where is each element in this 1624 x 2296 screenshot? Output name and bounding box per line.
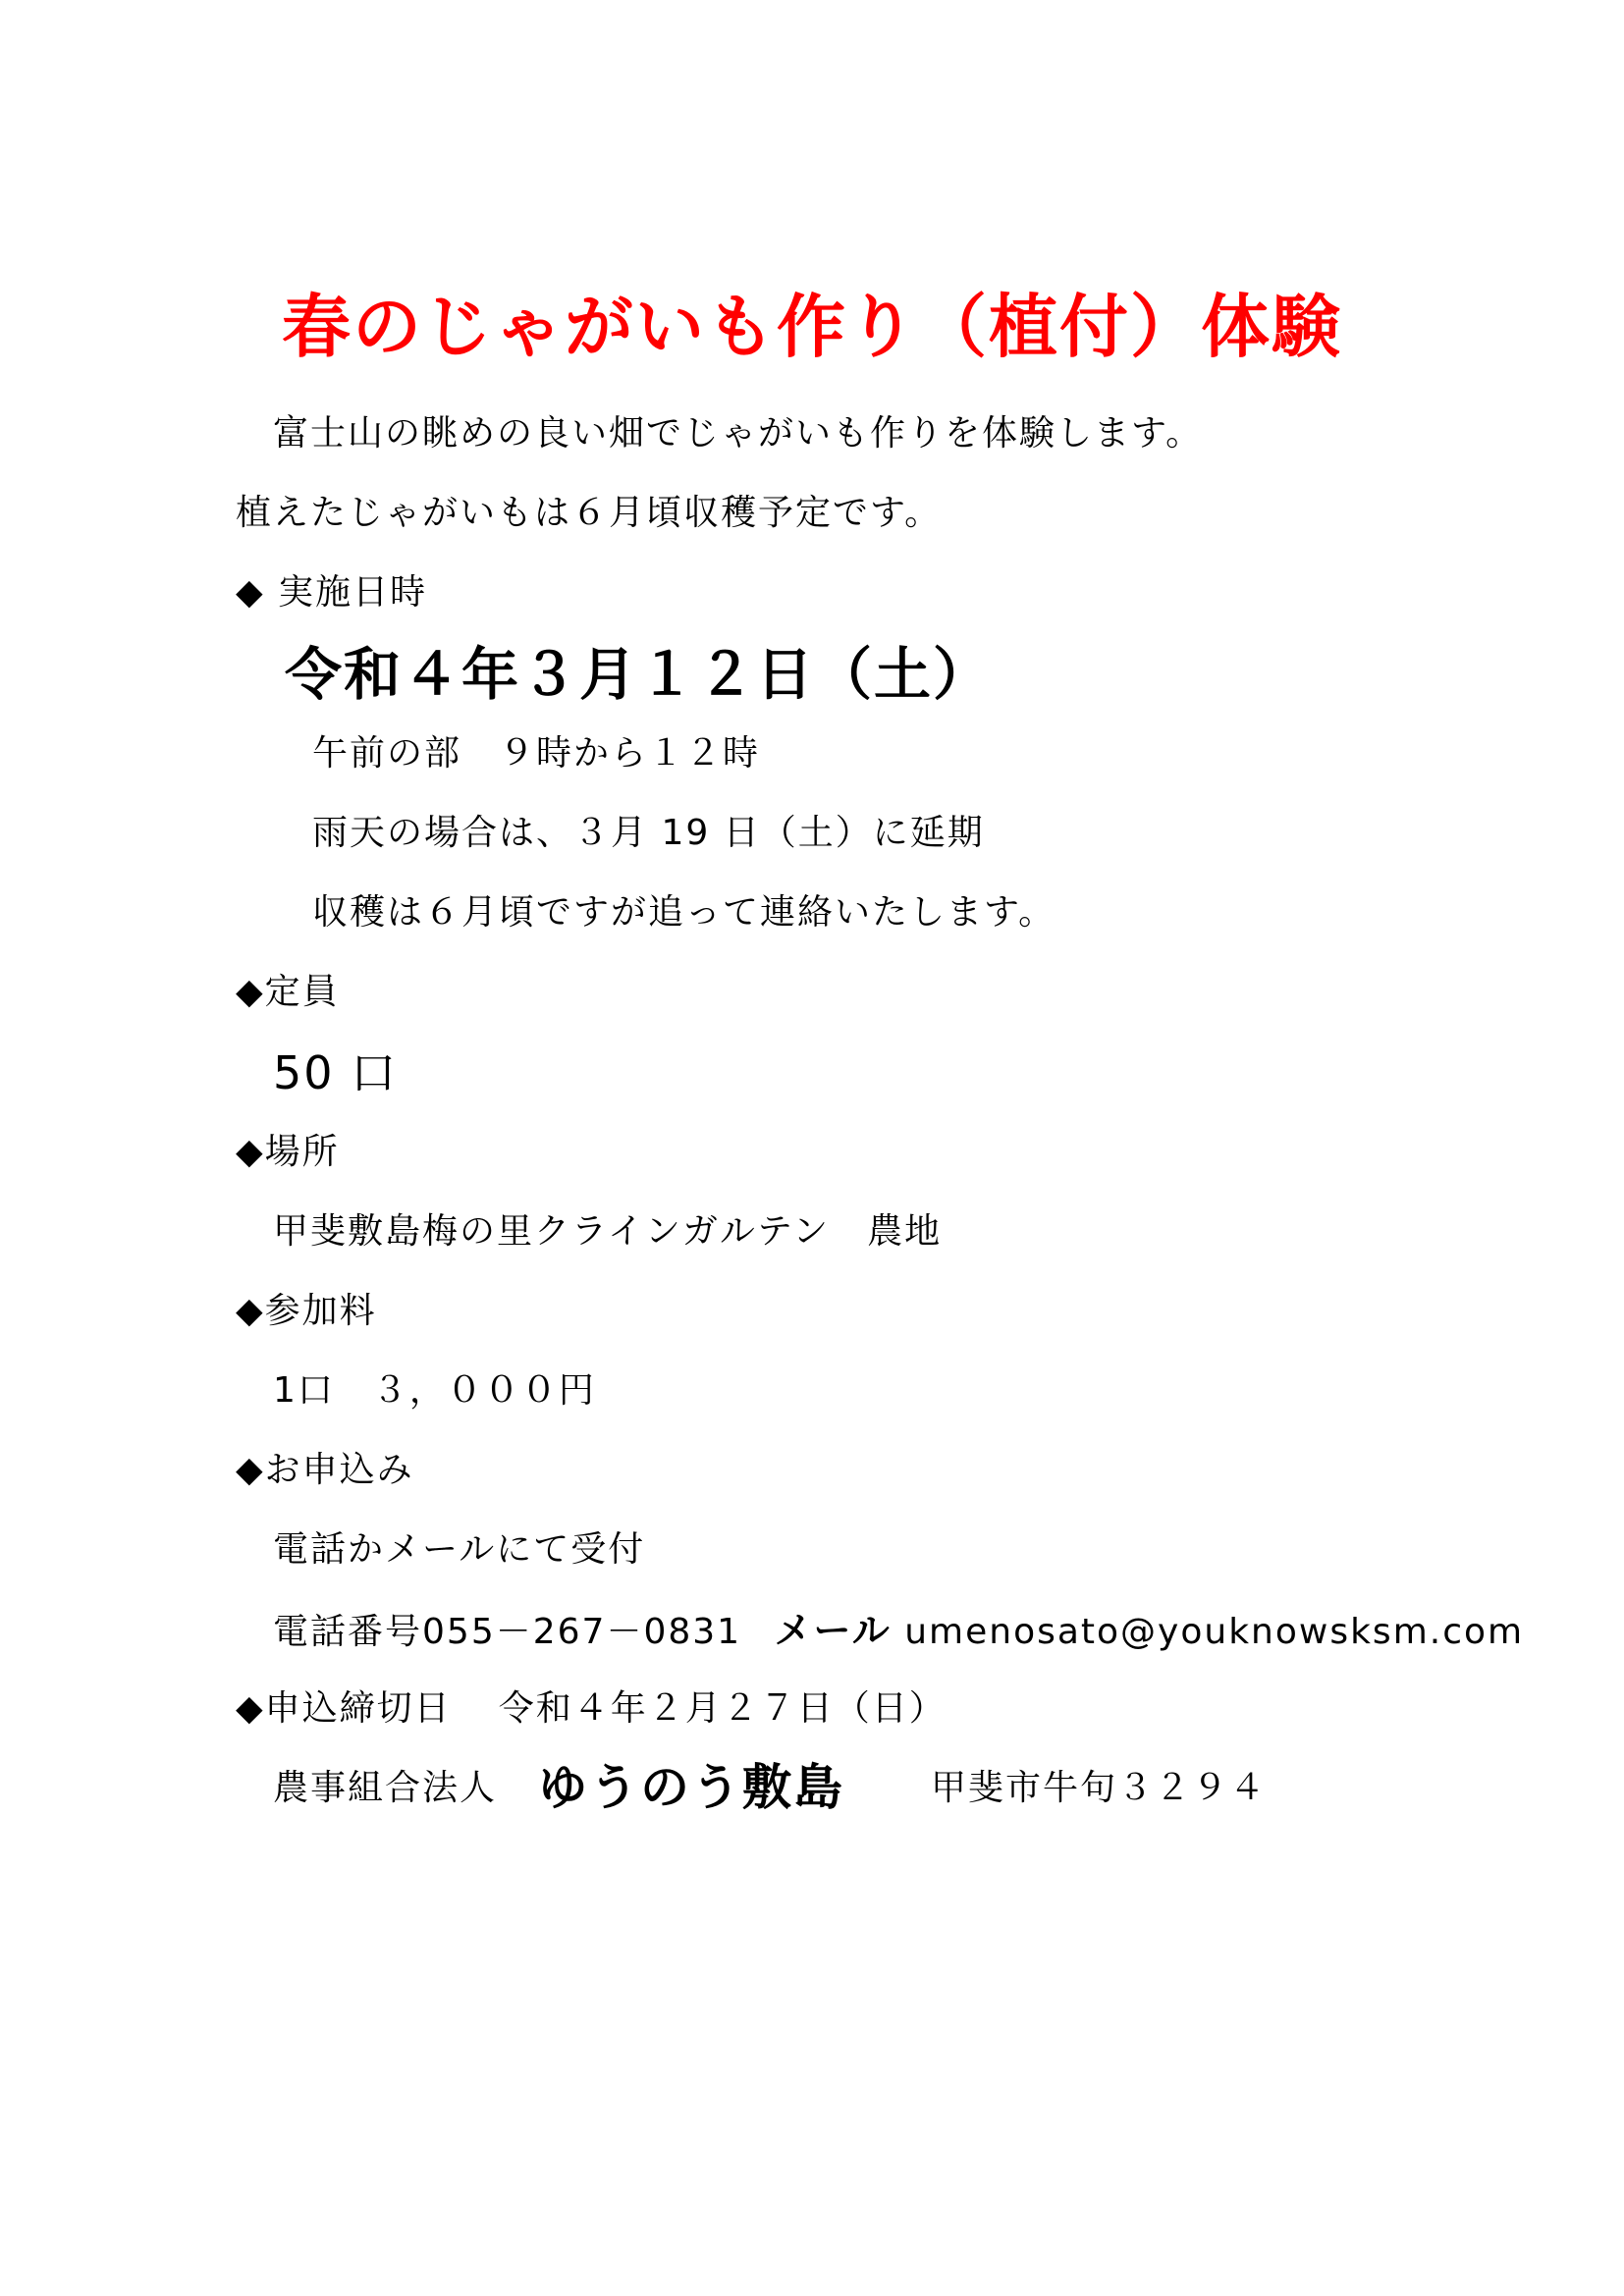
fee-value: 1口 ３，０００円 <box>273 1370 596 1411</box>
application-heading: ◆お申込み <box>236 1450 414 1490</box>
email-address: umenosato@youknowsksm.com <box>904 1612 1525 1652</box>
rain-notice: 雨天の場合は、３月 19 日（土）に延期 <box>312 813 985 853</box>
capacity-value: 50 口 <box>273 1046 399 1099</box>
contact-line <box>273 1609 1525 1652</box>
schedule-heading: ◆ 実施日時 <box>236 572 428 613</box>
phone-label: 電話番号 <box>273 1612 423 1652</box>
intro-line-2: 植えたじゃがいもは６月頃収穫予定です。 <box>236 493 943 533</box>
deadline-date: 令和４年２月２７日（日） <box>498 1688 947 1729</box>
fee-heading: ◆参加料 <box>236 1291 377 1331</box>
deadline-heading: ◆申込締切日 <box>236 1688 452 1729</box>
organizer-address: 甲斐市牛句３２９４ <box>931 1768 1268 1808</box>
event-time: 午前の部 ９時から１２時 <box>312 733 761 774</box>
organizer-type: 農事組合法人 <box>273 1768 498 1808</box>
intro-line-1: 富士山の眺めの良い畑でじゃがいも作りを体験します。 <box>273 413 1204 454</box>
organizer-name: ゆうのう敷島 <box>538 1759 844 1816</box>
location-value: 甲斐敷島梅の里クラインガルテン 農地 <box>273 1211 943 1252</box>
capacity-heading: ◆定員 <box>236 972 340 1012</box>
mail-label: メール <box>774 1609 892 1652</box>
phone-number: 055－267－0831 <box>422 1612 742 1652</box>
application-method: 電話かメールにて受付 <box>273 1529 646 1570</box>
harvest-notice: 収穫は６月頃ですが追って連絡いたします。 <box>312 892 1056 933</box>
location-heading: ◆場所 <box>236 1132 340 1172</box>
deadline-line <box>236 1688 947 1729</box>
flyer-title: 春のじゃがいも作り（植付）体験 <box>282 287 1342 367</box>
event-date: 令和４年３月１２日（土） <box>285 641 993 708</box>
